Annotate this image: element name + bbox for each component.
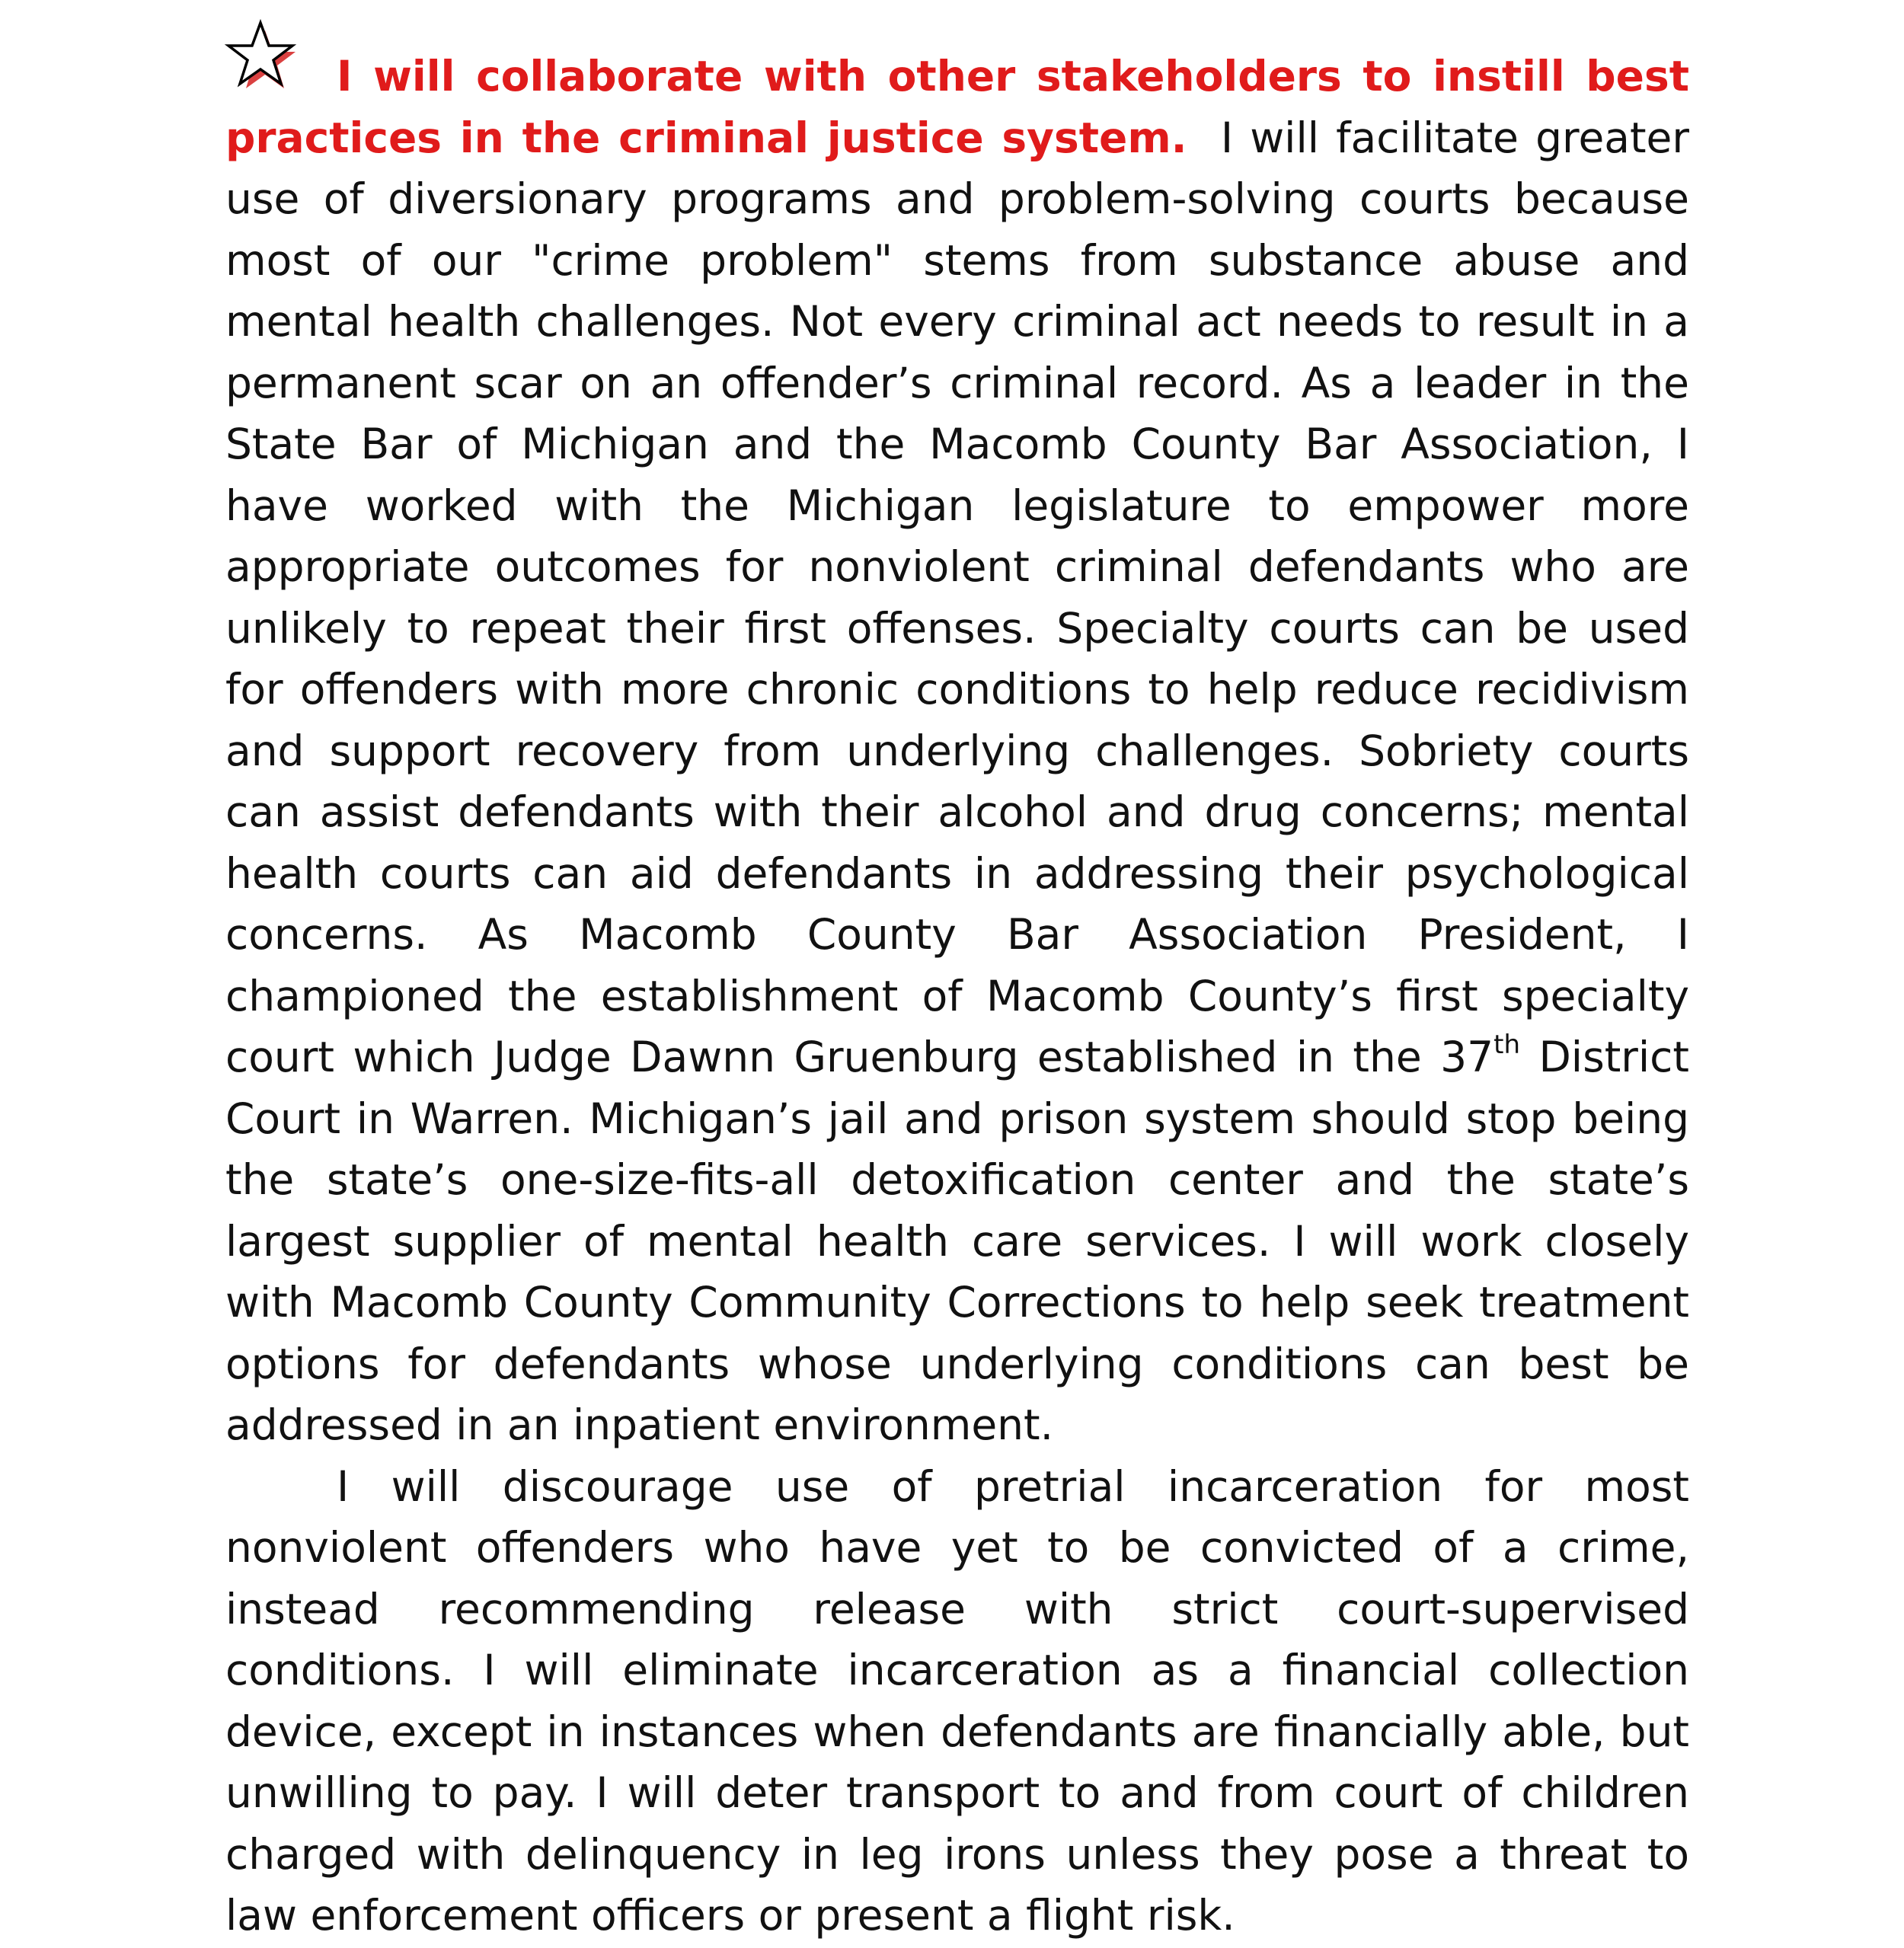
highlight-statement: I will collaborate with other stakeholders to instill best practices in the criminal justice system. [225,52,1689,162]
paragraph-1-body-end: District Court in Warren. Michigan’s jail and prison system should stop being the state’s one-size-fits-all detoxification center and the state’s largest supplier of mental health care services. I will work closely with Macomb County Community Corrections to help seek treatment options for defendants whose underlying conditions can best be addressed in an inpatient environment. [225,1033,1689,1449]
ordinal-suffix: th [1493,1030,1520,1060]
star-icon [222,18,302,94]
paragraph-2: I will discourage use of pretrial incarceration for most nonviolent offenders who have yet to be convicted of a crime, instead recommending release with strict court-supervised conditions. I will eliminate incarceration as a financial collection device, except in instances when defendants are financially able, but unwilling to pay. I will deter transport to and from court of children charged with delinquency in leg irons unless they pose a threat to law enforcement officers or present a flight risk. [225,1461,1689,1940]
paragraph-1-body-start: I will facilitate greater use of diversionary programs and problem-solving courts because most of our "crime problem" stems from substance abuse and mental health challenges. Not every criminal act needs to result in a permanent scar on an offender’s criminal record. As a leader in the State Bar of Michigan and the Macomb County Bar Association, I have worked with the Michigan legislature to empower more appropriate outcomes for nonviolent criminal defendants who are unlikely to repeat their first offenses. Specialty courts can be used for offenders with more chronic conditions to help reduce recidivism and support recovery from underlying challenges. Sobriety courts can assist defendants with their alcohol and drug concerns; mental health courts can aid defendants in addressing their psychological concerns. As Macomb County Bar Association President, I championed the establishment of Macomb County’s first specialty court which Judge Dawnn Gruenburg established in the 37 [225,113,1689,1081]
paragraph-1 [225,46,1689,1456]
document-page [225,46,1689,1946]
